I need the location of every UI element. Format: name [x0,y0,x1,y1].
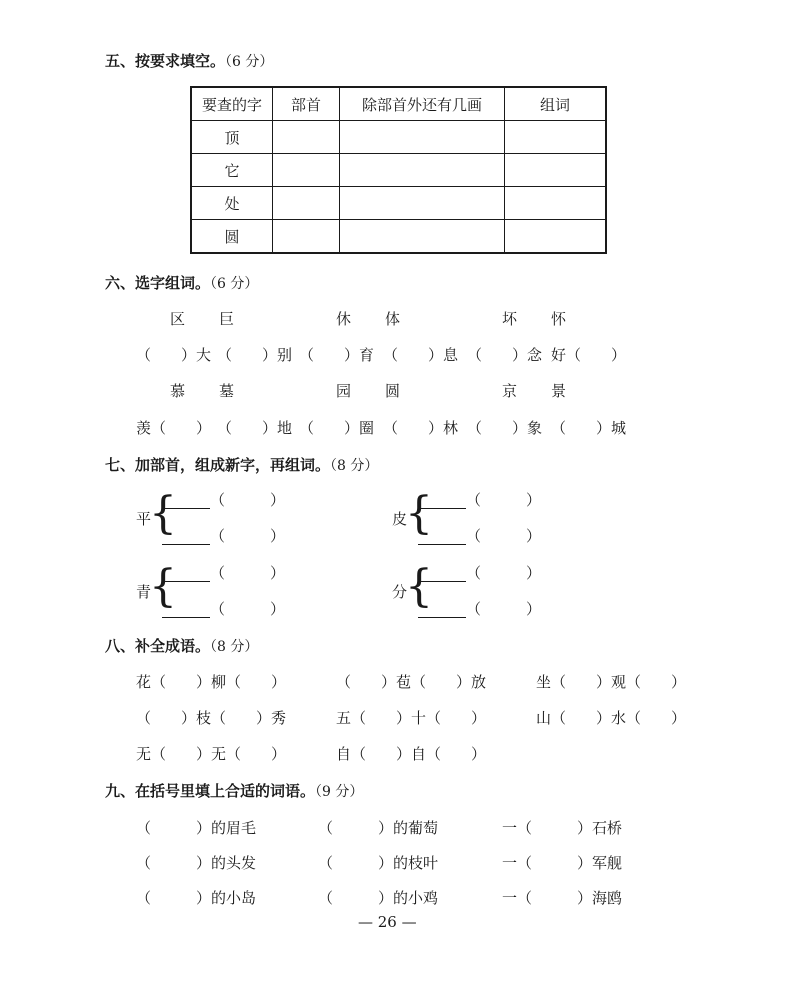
radical-blank[interactable] [418,581,466,582]
idiom-blank[interactable]: 无（ ）无（ ） [136,745,287,763]
choice-char: 坏 [502,310,518,328]
choice-char: 京 [502,382,518,400]
idiom-blank[interactable]: 五（ ）十（ ） [336,709,487,727]
fill-blank[interactable]: （ ）林 [383,419,459,437]
brace-icon: { [149,561,177,612]
radical-blank[interactable] [162,617,210,618]
choice-char: 景 [551,382,567,400]
idiom-blank[interactable]: 花（ ）柳（ ） [136,673,287,691]
fill-blank[interactable]: （ ）地 [217,419,293,437]
table-header-row [191,87,606,121]
table-row [191,154,606,187]
table-header-cell: 部首 [273,87,340,121]
table-char-cell: 它 [191,154,273,187]
answer-cell[interactable] [340,220,505,254]
choice-char: 墓 [219,382,235,400]
table-row [191,220,606,254]
section-8-heading [105,635,258,656]
table-char-cell: 处 [191,187,273,220]
radical-blank[interactable] [418,508,466,509]
table-row [191,121,606,154]
fill-blank[interactable]: （ ）大 [136,346,212,364]
idiom-blank[interactable]: 自（ ）自（ ） [336,745,487,763]
phrase-blank[interactable]: （ ）的小鸡 [318,889,439,907]
word-blank[interactable]: （ ） [210,491,286,509]
word-blank[interactable]: （ ） [210,527,286,545]
answer-cell[interactable] [273,187,340,220]
section-8-score: （8 分） [210,639,259,655]
idiom-blank[interactable]: （ ）苞（ ）放 [336,673,487,691]
table-char-cell: 圆 [191,220,273,254]
word-blank[interactable]: （ ） [466,564,542,582]
base-char: 平 [136,510,152,528]
phrase-blank[interactable]: （ ）的葡萄 [318,819,439,837]
fill-blank[interactable]: （ ）息 [383,346,459,364]
answer-cell[interactable] [505,220,607,254]
radical-blank[interactable] [162,508,210,509]
section-5-title: 五、按要求填空。 [105,52,226,70]
word-blank[interactable]: （ ） [466,491,542,509]
answer-cell[interactable] [273,220,340,254]
fill-blank[interactable]: （ ）念 [467,346,543,364]
fill-table [190,86,607,254]
choice-char: 慕 [170,382,186,400]
fill-blank[interactable]: （ ）育 [299,346,375,364]
page-number: — 26 — [358,913,417,931]
idiom-blank[interactable]: （ ）枝（ ）秀 [136,709,287,727]
section-6-title: 六、选字组词。 [105,274,211,292]
brace-icon: { [149,488,177,539]
answer-cell[interactable] [273,154,340,187]
table-header-cell: 除部首外还有几画 [340,87,505,121]
section-9-title: 九、在括号里填上合适的词语。 [105,782,316,800]
fill-blank[interactable]: 羡（ ） [136,419,212,437]
radical-blank[interactable] [162,581,210,582]
phrase-blank[interactable]: 一（ ）海鸥 [502,889,623,907]
answer-cell[interactable] [340,121,505,154]
section-7-heading [105,454,378,475]
base-char: 分 [392,583,408,601]
base-char: 青 [136,583,152,601]
idiom-blank[interactable]: 坐（ ）观（ ） [536,673,687,691]
table-char-cell: 顶 [191,121,273,154]
fill-blank[interactable]: （ ）圈 [299,419,375,437]
table-row [191,187,606,220]
brace-icon: { [405,488,433,539]
fill-blank[interactable]: （ ）象 [467,419,543,437]
choice-char: 巨 [219,310,235,328]
fill-blank[interactable]: 好（ ） [551,346,627,364]
idiom-blank[interactable]: 山（ ）水（ ） [536,709,687,727]
word-blank[interactable]: （ ） [210,564,286,582]
word-blank[interactable]: （ ） [466,527,542,545]
section-6-score: （6 分） [210,276,259,292]
section-7-score: （8 分） [330,458,379,474]
word-blank[interactable]: （ ） [466,600,542,618]
section-8-title: 八、补全成语。 [105,637,211,655]
phrase-blank[interactable]: 一（ ）军舰 [502,854,623,872]
section-6-heading [105,272,258,293]
section-7-title: 七、加部首，组成新字，再组词。 [105,456,331,474]
choice-char: 园 [336,382,352,400]
answer-cell[interactable] [273,121,340,154]
section-9-heading [105,780,363,801]
radical-blank[interactable] [418,617,466,618]
fill-blank[interactable]: （ ）城 [551,419,627,437]
section-5-score: （6 分） [225,54,274,70]
radical-blank[interactable] [162,544,210,545]
phrase-blank[interactable]: 一（ ）石桥 [502,819,623,837]
answer-cell[interactable] [505,187,607,220]
fill-blank[interactable]: （ ）别 [217,346,293,364]
section-9-score: （9 分） [315,784,364,800]
answer-cell[interactable] [340,187,505,220]
radical-blank[interactable] [418,544,466,545]
phrase-blank[interactable]: （ ）的眉毛 [136,819,257,837]
choice-char: 体 [385,310,401,328]
choice-char: 区 [170,310,186,328]
table-header-cell: 要查的字 [191,87,273,121]
answer-cell[interactable] [340,154,505,187]
table-header-cell: 组词 [505,87,607,121]
choice-char: 圆 [385,382,401,400]
phrase-blank[interactable]: （ ）的小岛 [136,889,257,907]
choice-char: 怀 [551,310,567,328]
section-5-heading [105,50,273,71]
base-char: 皮 [392,510,408,528]
phrase-blank[interactable]: （ ）的头发 [136,854,257,872]
phrase-blank[interactable]: （ ）的枝叶 [318,854,439,872]
choice-char: 休 [336,310,352,328]
answer-cell[interactable] [505,121,607,154]
word-blank[interactable]: （ ） [210,600,286,618]
answer-cell[interactable] [505,154,607,187]
brace-icon: { [405,561,433,612]
